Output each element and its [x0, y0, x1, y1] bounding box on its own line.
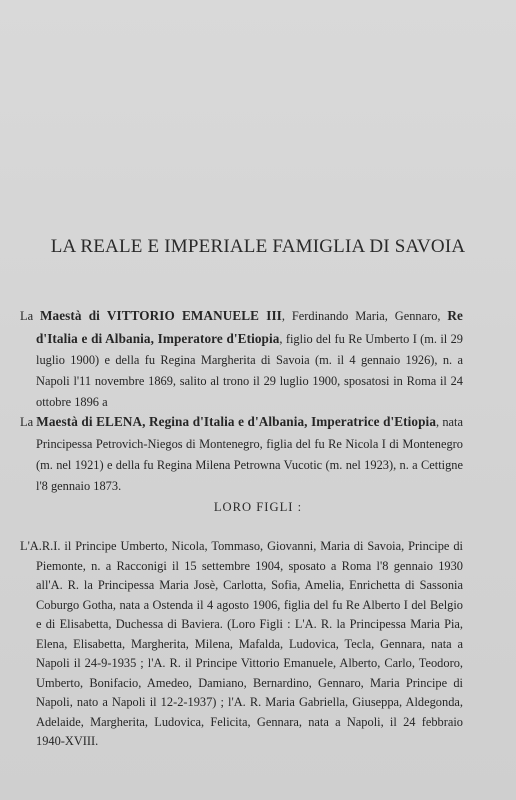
king-details: , figlio del fu Re Umberto I (m. il 29 luglio 1900) e della fu Regina Margherita di Savoia (m. il 4 gennaio 1926), n. a Napoli l'11 novembre 1869, salito al trono il 29 luglio 1900, sposatosi in Roma il 24 ottobre 1896 a — [36, 331, 463, 410]
queen-prefix: La — [20, 415, 37, 430]
king-paragraph — [20, 305, 463, 413]
king-name: Maestà di VITTORIO EMANUELE III — [39, 308, 282, 324]
page-title: LA REALE E IMPERIALE FAMIGLIA DI SAVOIA — [50, 236, 466, 257]
queen-paragraph — [20, 411, 463, 497]
king-given-names: , Ferdinando Maria, Gennaro, — [281, 309, 448, 324]
queen-name-titles: Maestà di ELENA, Regina d'Italia e d'Albania, Imperatrice d'Etiopia — [36, 414, 437, 430]
king-titles: Re d'Italia e di Albania, Imperatore d'Etiopia — [36, 308, 463, 346]
children-heading: LORO FIGLI : — [213, 500, 303, 514]
children-paragraph: L'A.R.I. il Principe Umberto, Nicola, Tommaso, Giovanni, Maria di Savoia, Principe di Piemonte, n. a Racconigi il 15 settembre 1904, sposato a Roma l'8 gennaio 1930 all'A. R. la Principessa Maria Josè, Carlotta, Sofia, Amelia, Enrichetta di Sassonia Coburgo Gotha, nata a Ostenda il 4 agosto 1906, figlia del fu Re Alberto I del Belgio e di Elisabetta, Duchessa di Baviera. (Loro Figli : L'A. R. la Principessa Maria Pia, Elena, Elisabetta, Margherita, Milena, Mafalda, Ludovica, Tecla, Gennara, nata a Napoli il 24-9-1935 ; l'A. R. il Principe Vittorio Emanuele, Alberto, Carlo, Teodoro, Umberto, Bonifacio, Amedeo, Damiano, Bernardino, Gennaro, Maria Principe di Napoli, nato a Napoli il 12-2-1937) ; l'A. R. Maria Gabriella, Giuseppa, Aldegonda, Adelaide, Margherita, Ludovica, Felicita, Gennara, nata a Napoli, il 24 febbraio 1940-XVIII. — [20, 539, 463, 749]
queen-details: , nata Principessa Petrovich-Niegos di Montenegro, figlia del fu Re Nicola I di Montenegro (m. nel 1921) e della fu Regina Milena Petrowna Vucotic (m. nel 1923), n. a Cettigne l'8 gennaio 1873. — [36, 415, 463, 493]
king-prefix: La — [20, 309, 40, 324]
